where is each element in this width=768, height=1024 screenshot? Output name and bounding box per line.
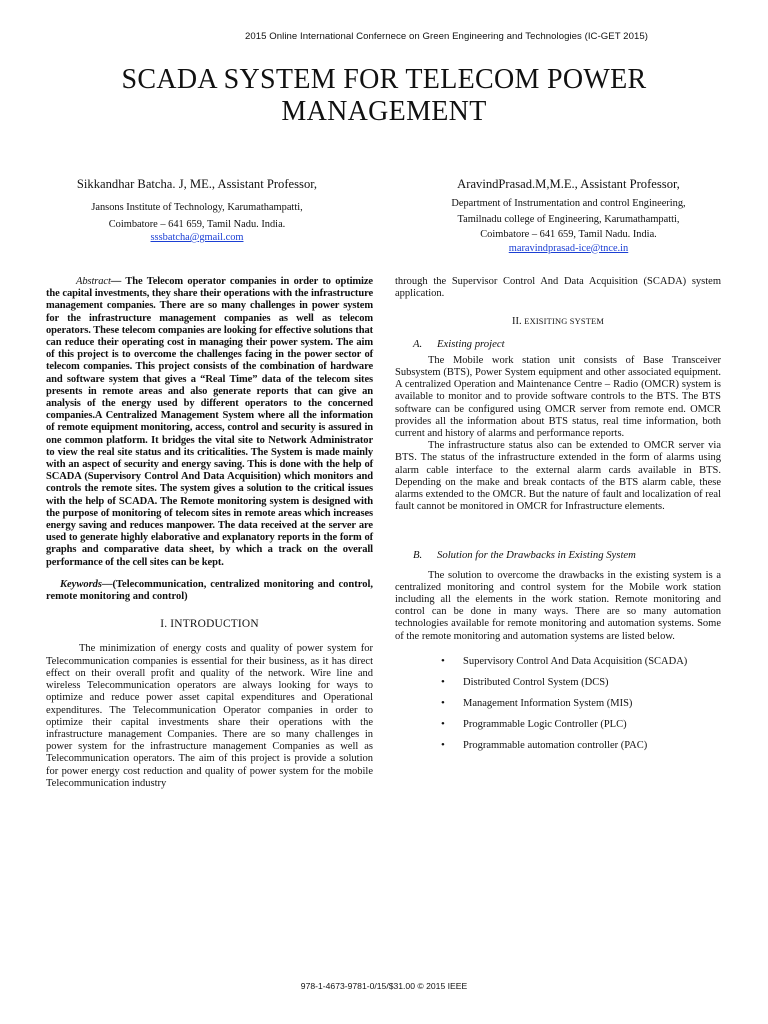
list-item-text: Programmable automation controller (PAC) [463, 739, 648, 751]
copyright-footer: 978-1-4673-9781-0/15/$31.00 © 2015 IEEE [300, 981, 468, 991]
conference-header: 2015 Online International Confernece on Green Engineering and Technologies (IC-GET 2015) [245, 31, 648, 42]
bullet-icon: • [441, 654, 445, 667]
author-block-2 [400, 177, 737, 255]
bullet-icon: • [441, 738, 445, 751]
subsection-title: Existing project [437, 337, 505, 350]
list-item [395, 655, 721, 668]
abstract-text: — The Telecom operator companies in order to optimize the capital investments, they share their operations with the infrastructure management companies. There are so many challenges in power system for the infrastructure management companies as well as telecom operators. These telecom companies are looking for effective solutions that can reduce their operating cost in managing their power system. The aim of this project is to overcome the challenges facing in the power sector of telecom companies. This project consists of the combination of hardware and software system that gives a “Real Time” data of the telecom sites presents in remote areas and also generate reports that can give an analysis of the energy used by different operators to the concerned companies.A Centralized Management System where all the information of remote equipment monitoring, access, control and security is assured in one common platform. It bridges the vital site to Network Administrator to view the real site status and its criticalities. The System is made mainly with an aspect of security and energy saving. This is done with the help of SCADA (Supervisory Control And Data Acquisition) which monitors and controls the remote sites. The system gives a solution to the critical issues with the help of SCADA. The Remote monitoring system is designed with the purpose of monitoring of telecom sites in remote areas which increases energy saving and reduces manpower. The data received at the server are used to generate highly elaborative and explanatory reports in the form of graphs and comparative data sheet, by which a track on the overall performance of the cell sites can be kept. [46, 276, 373, 568]
title-line-2: MANAGEMENT [281, 96, 487, 127]
keywords [46, 579, 373, 603]
keywords-text: —(Telecommunication, centralized monitoring and control, remote monitoring and control) [46, 578, 373, 603]
paper-title [0, 64, 768, 128]
author-name: AravindPrasad.M,M.E., Assistant Professor, [457, 177, 680, 191]
list-item-text: Distributed Control System (DCS) [463, 676, 609, 688]
subsection-heading-a [413, 338, 721, 350]
introduction-paragraph: The minimization of energy costs and quality of power system for Telecommunication companies is essential for their business, as it has direct effect on their overall profit and quality of the network. Wire line and wireless Telecommunication operators are always looking for ways to optimize and reduce power asset capital expenditures and Operational expenditures. The Telecommunication Operator companies in order to optimize their capital investments share their operations with the infrastructure management Companies. There are so many challenges in power system for the infrastructure management Companies as well as Telecommunication operators. The aim of this project is provide a solution for power energy cost reduction and quality of power system for the mobile Telecommunication industry [46, 643, 373, 789]
author-name: Sikkandhar Batcha. J, ME., Assistant Professor, [76, 177, 318, 191]
abstract-label: Abstract [76, 276, 111, 287]
author-affiliation: Coimbatore – 641 659, Tamil Nadu. India. [108, 218, 286, 230]
bullet-icon: • [441, 675, 445, 688]
left-column [46, 276, 373, 790]
list-item [395, 676, 721, 689]
author-block-1 [37, 177, 357, 245]
list-item-text: Management Information System (MIS) [463, 697, 633, 709]
right-column [395, 276, 721, 760]
author-affiliation: Coimbatore – 641 659, Tamil Nadu. India. [480, 229, 657, 240]
title-line-1: SCADA SYSTEM FOR TELECOM POWER [121, 64, 647, 95]
section-heading-introduction: I. INTRODUCTION [160, 618, 259, 631]
author-affiliation: Department of Instrumentation and control Engineering, [451, 198, 686, 209]
list-item-text: Programmable Logic Controller (PLC) [463, 718, 627, 730]
list-item [395, 697, 721, 710]
author-email-link[interactable]: maravindprasad-ice@tnce.in [508, 242, 629, 254]
author-affiliation: Tamilnadu college of Engineering, Karumathampatti, [457, 213, 680, 225]
list-item [395, 718, 721, 731]
bullet-icon: • [441, 717, 445, 730]
list-item [395, 739, 721, 752]
section-heading-existing-system [395, 316, 721, 328]
existing-project-paragraph-1: The Mobile work station unit consists of Base Transceiver Subsystem (BTS), Power System equipment and other associated equipment. A centralized Operation and Maintenance Centre – Radio (OMCR) system is available to monitor and to provide software controls to the BTS. The BTS software can be configured using OMCR server from remote end. OMCR provides all the information about BTS status, real time information, both current and history of alarms and performance reports. [395, 354, 721, 440]
existing-project-paragraph-2: The infrastructure status also can be extended to OMCR server via BTS. The status of the infrastructure extended in the form of alarms using alarm cable interface to the external alarm cards available in BTS. Depending on the make and break contacts of the BTS alarm cable, these alarms extended to the OMCR. But the nature of fault and localization of real fault cannot be monitored in OMCR for Infrastructure elements. [395, 440, 721, 513]
solution-paragraph: The solution to overcome the drawbacks in the existing system is a centralized monitoring and control system for the Mobile work station including all the elements in the work station. Remote monitoring and control can be done in many ways. There are so many automation technologies available for remote monitoring and automation systems. Some of the remote monitoring and automation systems are listed below. [395, 569, 721, 642]
subsection-heading-b [413, 549, 721, 561]
section-number: II. [512, 316, 522, 328]
abstract [46, 276, 373, 569]
list-item-text: Supervisory Control And Data Acquisition (SCADA) [463, 655, 688, 667]
automation-systems-list [395, 655, 721, 752]
intro-continuation: through the Supervisor Control And Data Acquisition (SCADA) system application. [395, 276, 721, 300]
subsection-title: Solution for the Drawbacks in Existing System [437, 549, 636, 562]
subsection-letter: B. [413, 549, 423, 562]
bullet-icon: • [441, 696, 445, 709]
subsection-letter: A. [413, 337, 423, 350]
section-title: EXISITING SYSTEM [524, 317, 604, 327]
author-email-link[interactable]: sssbatcha@gmail.com [150, 232, 244, 243]
author-affiliation: Jansons Institute of Technology, Karumathampatti, [91, 202, 303, 213]
keywords-label: Keywords [60, 578, 102, 590]
